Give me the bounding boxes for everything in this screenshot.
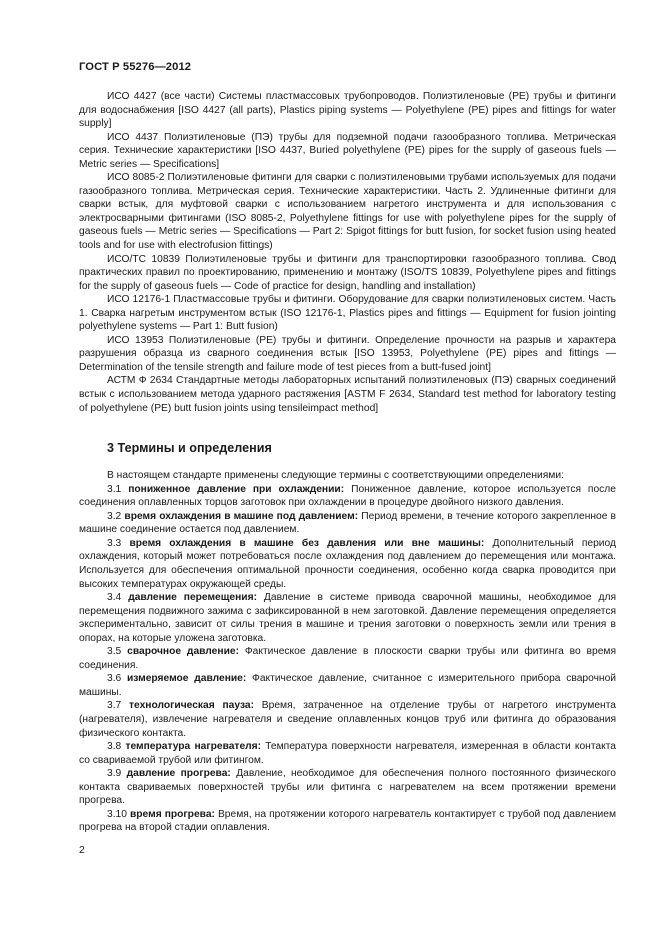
term-number: 3.9 <box>107 768 122 780</box>
section-title: 3 Термины и определения <box>107 441 272 456</box>
term-number: 3.1 <box>107 483 122 495</box>
term-name: технологическая пауза: <box>129 700 255 712</box>
term-definition: Время, на протяжении которого нагреватель контактирует с трубой под давлением прогрева на второй стадии оплавления. <box>79 808 616 834</box>
term-number: 3.10 <box>107 808 127 820</box>
term-name: давление перемещения: <box>128 592 257 604</box>
term-item <box>79 645 616 672</box>
term-name: измеряемое давление: <box>127 673 247 685</box>
term-item <box>79 510 616 537</box>
page-content <box>79 90 616 835</box>
term-definition: Давление в системе привода сварочной машины, необходимое для перемещения подвижного зажима с зафиксированной в нем заготовкой. Давление перемещения определяется экспериментально, зависит от силы трения в машине и трения заготовки о поверхность земли или трения в опорах, на которые уложена заготовка. <box>79 592 617 644</box>
section-intro: В настоящем стандарте применены следующие термины с соответствующими определениями: <box>107 470 564 482</box>
page-number: 2 <box>79 844 85 856</box>
term-definition: Время, затраченное на отделение трубы от нагретого инструмента (нагревателя), извлечение нагревателя и сведение оплавленных концов труб или фитинга до образования физического контакта. <box>79 700 616 739</box>
term-definition: Период времени, в течение которого закрепленное в машине соединение остается под давлением. <box>79 510 616 536</box>
term-item <box>79 740 616 767</box>
term-definition: Дополнительный период охлаждения, который может потребоваться после охлаждения под давлением до перемещения или монтажа. Используется для обеспечения оптимальной прочности соединения, особенно когда сварка проводится при высоких температурах окружающей среды. <box>79 537 616 590</box>
reference-item: ИСО/TC 10839 Полиэтиленовые трубы и фитинги для транспортировки газообразного топлива. Свод практических правил по проектированию, применению и монтажу (ISO/TS 10839, Polyethylene pipes and fittings for the supply of gaseous fuels — Code of practice for design, handling and installation) <box>79 253 616 292</box>
term-number: 3.7 <box>107 700 122 712</box>
term-name: время охлаждения в машине под давлением: <box>124 510 359 522</box>
term-name: время охлаждения в машине без давления или вне машины: <box>129 537 485 549</box>
reference-item: ИСО 4437 Полиэтиленовые (ПЭ) трубы для подземной подачи газообразного топлива. Метрическая серия. Технические характеристики [ISO 4437, Buried polyethylene (PE) pipes for the supply of gaseous fuels — Metric series — Specifications] <box>79 131 616 170</box>
term-number: 3.4 <box>107 592 122 604</box>
term-name: температура нагревателя: <box>125 741 262 753</box>
reference-item: ИСО 8085-2 Полиэтиленовые фитинги для сварки с полиэтиленовыми трубами используемых для подачи газообразного топлива. Метрическая серия. Технические характеристики. Часть 2. Удлиненные фитинги для сварки встык, для муфтовой сварки с использованием нагретого инструмента и для использования с электросварными фитингами (ISO 8085-2, Polyethylene fittings for use with polyethylene pipes for the supply of gaseous fuels — Metric series — Specifications — Part 2: Spigot fittings for butt fusion, for socket fusion using heated tools and for use with electrofusion fittings) <box>79 172 616 252</box>
term-number: 3.2 <box>107 510 122 522</box>
term-item <box>79 591 616 645</box>
term-item <box>79 767 616 808</box>
term-number: 3.3 <box>107 537 122 549</box>
reference-item: ИСО 13953 Полиэтиленовые (PE) трубы и фитинги. Определение прочности на разрыв и характера разрушения образца из сварного соединения встык [ISO 13953, Polyethylene (PE) pipes and fittings — Determination of the tensile strength and failure mode of test pieces from a butt-fused joint] <box>79 334 616 373</box>
reference-item: ИСО 12176-1 Пластмассовые трубы и фитинги. Оборудование для сварки полиэтиленовых систем. Часть 1. Сварка нагретым инструментом встык (ISO 12176-1, Plastics pipes and fittings — Equipment for fusion jointing polyethylene systems — Part 1: Butt fusion) <box>79 294 616 333</box>
term-definition: Пониженное давление, которое используется после соединения оплавленных торцов заготовок при охлаждении в процедуре двойного низкого давления. <box>79 483 616 509</box>
term-name: время прогрева: <box>129 808 215 820</box>
term-name: давление прогрева: <box>126 768 231 780</box>
references-list <box>79 90 616 415</box>
term-item <box>79 699 616 740</box>
reference-item: АСТМ Ф 2634 Стандартные методы лабораторных испытаний полиэтиленовых (ПЭ) сварных соединений встык с использованием метода ударного растяжения [ASTM F 2634, Standard test method for laboratory testing of polyethylene (PE) butt fusion joints using tensileimpact method] <box>79 375 616 414</box>
term-item <box>79 537 616 591</box>
term-item <box>79 483 616 510</box>
term-definition: Фактическое давление, считанное с измерительного прибора сварочной машины. <box>79 673 617 698</box>
document-header: ГОСТ Р 55276—2012 <box>79 61 192 73</box>
term-name: пониженное давление при охлаждении: <box>128 483 345 495</box>
reference-item: ИСО 4427 (все части) Системы пластмассовых трубопроводов. Полиэтиленовые (PE) трубы и фитинги для водоснабжения [ISO 4427 (all parts), Plastics piping systems — Polyethylene (PE) pipes and fittings for water supply] <box>79 91 616 130</box>
term-item <box>79 808 616 835</box>
terms-list <box>79 483 616 835</box>
term-definition: Фактическое давление в плоскости сварки трубы или фитинга во время соединения. <box>79 646 616 671</box>
term-definition: Давление, необходимое для обеспечения полного постоянного физического контакта свариваемых поверхностей трубы или фитинга с нагревателем на всем протяжении времени прогрева. <box>79 768 616 807</box>
term-number: 3.8 <box>107 741 122 753</box>
term-name: сварочное давление: <box>127 646 239 658</box>
term-item <box>79 672 616 699</box>
term-number: 3.6 <box>107 673 122 685</box>
term-definition: Температура поверхности нагревателя, измеренная в области контакта со свариваемой трубой или фитингом. <box>79 741 616 766</box>
term-number: 3.5 <box>107 646 122 658</box>
